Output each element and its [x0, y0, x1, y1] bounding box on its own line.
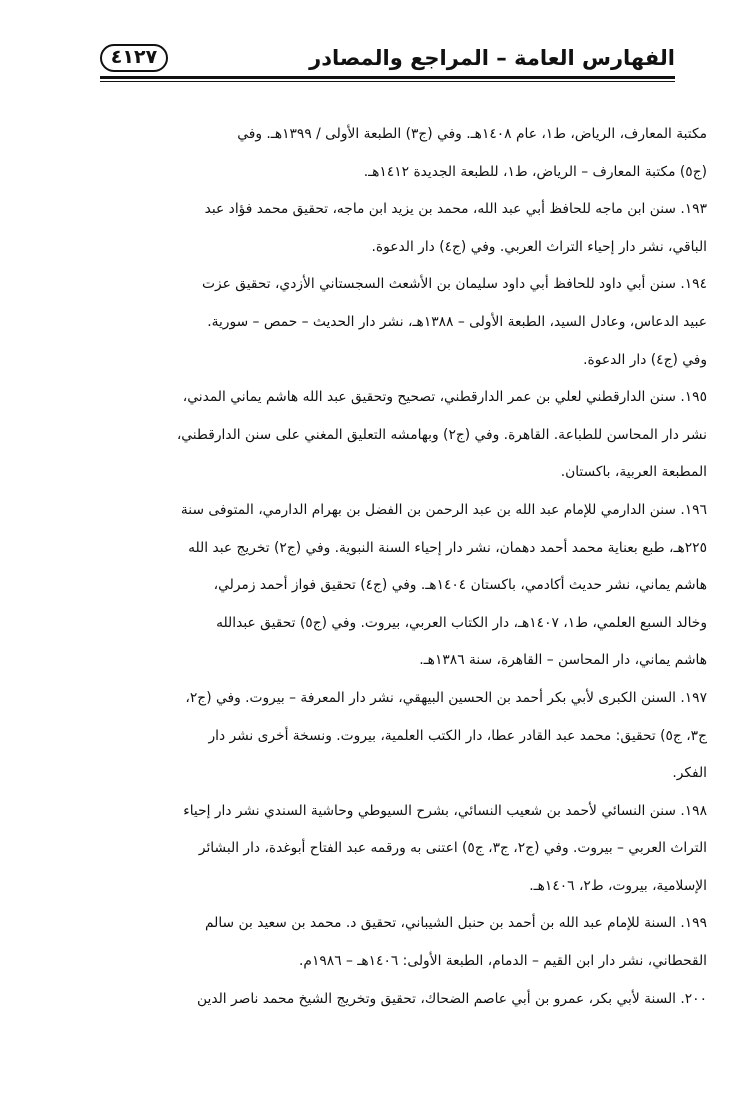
text-line: مكتبة المعارف، الرياض، ط١، عام ١٤٠٨هـ. وفي (ج٣) الطبعة الأولى / ١٣٩٩هـ. وفي [237, 126, 707, 142]
references-body [90, 116, 707, 1018]
reference-entry-199: ١٩٩. السنة للإمام عبد الله بن أحمد بن حنبل الشيباني، تحقيق د. محمد بن سعيد بن سالم [204, 915, 707, 932]
text-line: هاشم يماني، نشر حديث أكادمي، باكستان ١٤٠٤هـ. وفي (ج٤) تحقيق فواز أحمد زمرلي، [213, 577, 707, 594]
text-line: القحطاني، نشر دار ابن القيم – الدمام، الطبعة الأولى: ١٤٠٦هـ – ١٩٨٦م. [299, 953, 707, 970]
text-line: هاشم يماني، دار المحاسن – القاهرة، سنة ١٣٨٦هـ. [419, 652, 707, 669]
reference-entry-200: ٢٠٠. السنة لأبي بكر، عمرو بن أبي عاصم الضحاك، تحقيق وتخريج الشيخ محمد ناصر الدين [196, 990, 707, 1007]
text-line: التراث العربي – بيروت. وفي (ج٢، ج٣، ج٥) اعتنى به ورقمه عبد الفتاح أبوغدة، دار البشائر [198, 840, 707, 857]
text-line: المطبعة العربية، باكستان. [560, 464, 707, 481]
reference-entry-196: ١٩٦. سنن الدارمي للإمام عبد الله بن عبد الرحمن بن الفضل بن بهرام الدارمي، المتوفى سنة [180, 501, 707, 518]
reference-entry-193: ١٩٣. سنن ابن ماجه للحافظ أبي عبد الله، محمد بن يزيد ابن ماجه، تحقيق محمد فؤاد عبد [204, 201, 707, 218]
reference-entry-197: ١٩٧. السنن الكبرى لأبي بكر أحمد بن الحسين البيهقي، نشر دار المعرفة – بيروت. وفي (ج٢، [185, 689, 707, 706]
reference-entry-194: ١٩٤. سنن أبي داود للحافظ أبي داود سليمان بن الأشعث السجستاني الأزدي، تحقيق عزت [201, 276, 707, 293]
reference-entry-198: ١٩٨. سنن النسائي لأحمد بن شعيب النسائي، بشرح السيوطي وحاشية السندي نشر دار إحياء [183, 802, 707, 819]
reference-entry-195: ١٩٥. سنن الدارقطني لعلي بن عمر الدارقطني، تصحيح وتحقيق عبد الله هاشم يماني المدني، [182, 389, 707, 406]
page-number-badge: ٤١٢٧ [100, 44, 168, 72]
running-title: الفهارس العامة – المراجع والمصادر [309, 46, 675, 70]
text-line: عبيد الدعاس، وعادل السيد، الطبعة الأولى – ١٣٨٨هـ، نشر دار الحديث – حمص – سورية. [207, 313, 707, 330]
text-line: وفي (ج٤) دار الدعوة. [583, 351, 707, 368]
text-line: الباقي، نشر دار إحياء التراث العربي. وفي (ج٤) دار الدعوة. [371, 238, 707, 255]
text-line: (ج٥) مكتبة المعارف – الرياض، ط١، للطبعة الجديدة ١٤١٢هـ. [363, 163, 707, 180]
text-line: ج٣، ج٥) تحقيق: محمد عبد القادر عطا، دار الكتب العلمية، بيروت. ونسخة أخرى نشر دار [208, 727, 707, 744]
text-line: الفكر. [672, 765, 707, 782]
text-line: الإسلامية، بيروت، ط٢، ١٤٠٦هـ. [529, 877, 707, 894]
text-line: وخالد السبع العلمي، ط١، ١٤٠٧هـ، دار الكتاب العربي، بيروت. وفي (ج٥) تحقيق عبدالله [216, 614, 707, 631]
text-line: ٢٢٥هـ، طبع بعناية محمد أحمد دهمان، نشر دار إحياء السنة النبوية. وفي (ج٢) تخريج عبد الله [188, 539, 707, 556]
header-divider [100, 76, 675, 82]
page-header [100, 44, 675, 74]
text-line: نشر دار المحاسن للطباعة. القاهرة. وفي (ج٢) وبهامشه التعليق المغني على سنن الدارقطني، [176, 426, 707, 443]
